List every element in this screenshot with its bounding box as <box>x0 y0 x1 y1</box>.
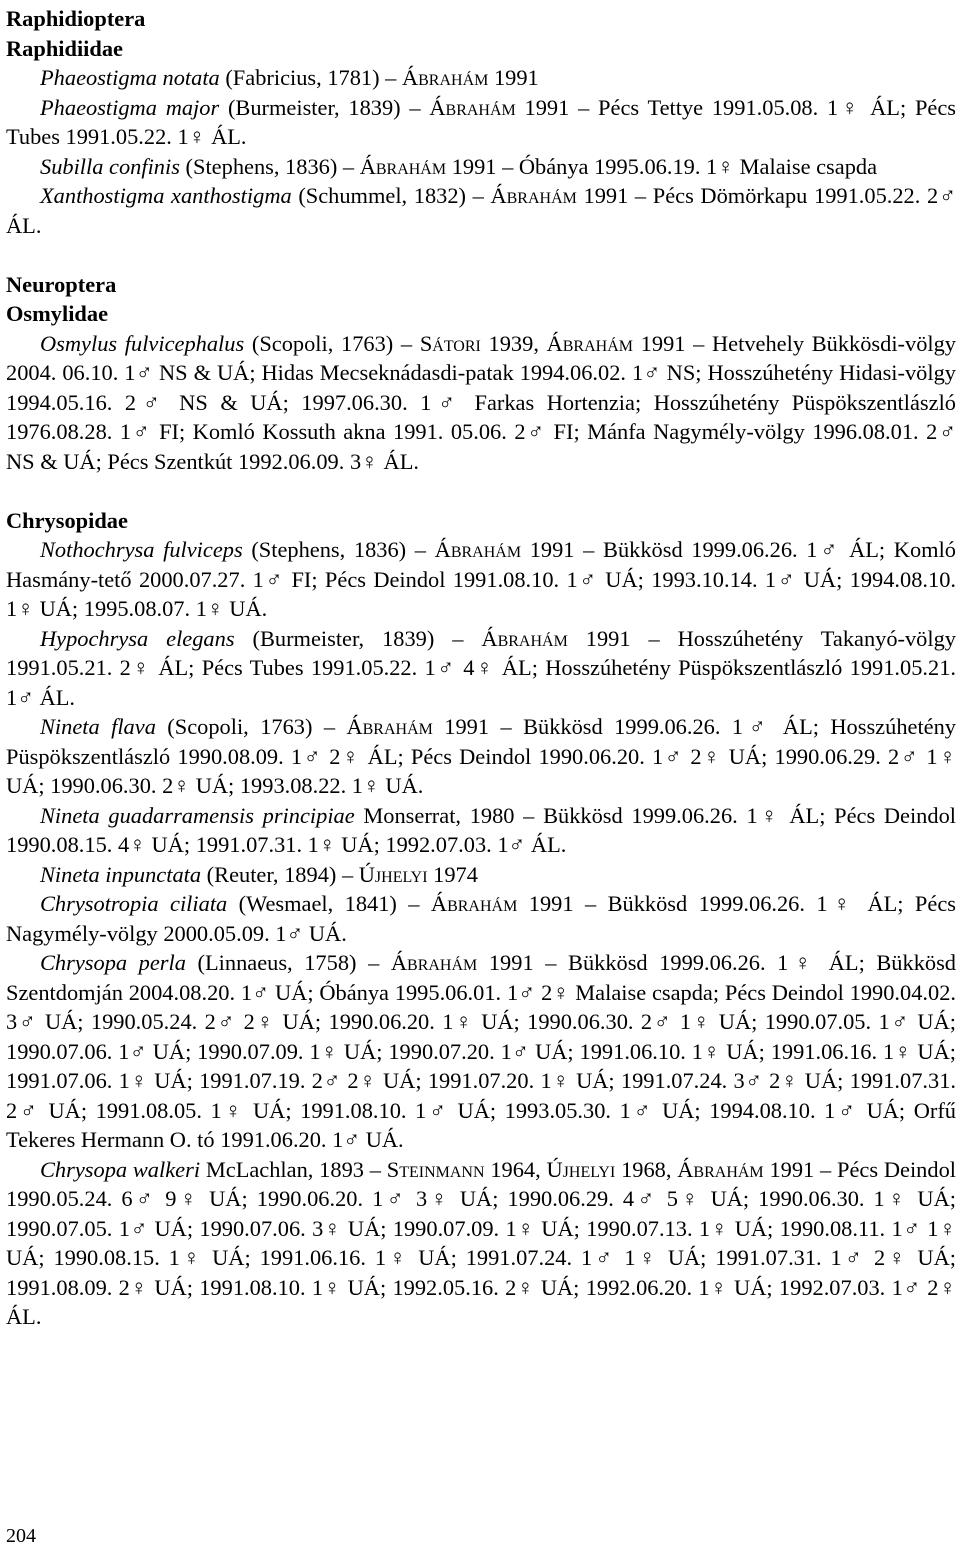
species-entry <box>6 948 956 1155</box>
order-heading: Raphidioptera <box>6 6 146 31</box>
species-entry <box>6 181 956 240</box>
citation-author: Ábrahám <box>490 183 577 208</box>
record-text: 1991 <box>488 65 539 90</box>
species-author: (Reuter, 1894) – <box>201 861 359 887</box>
species-entry <box>6 93 956 152</box>
species-name: Nineta flava <box>40 714 156 739</box>
section-spacer <box>6 476 956 506</box>
family-heading: Osmylidae <box>6 301 109 326</box>
record-text: 1991 – Bükkösd 1999.06.26. 1♀ ÁL; Bükkösd Szentdomján 2004.08.20. 1♂ UÁ; Óbánya 1995.06.01. 1♂ 2♀ Malaise csapda; Pécs Deindol 1990.04.02. 3♂ UÁ; 1990.05.24. 2♂ 2♀ UÁ; 1990.06.20. 1♀ UÁ; 1990.06.30. 2♂ 1♀ UÁ; 1990.07.05. 1♂ UÁ; 1990.07.06. 1♂ UÁ; 1990.07.09. 1♀ UÁ; 1990.07.20. 1♂ UÁ; 1991.06.10. 1♀ UÁ; 1991.06.16. 1♀ UÁ; 1991.07.06. 1♀ UÁ; 1991.07.19. 2♂ 2♀ UÁ; 1991.07.20. 1♀ UÁ; 1991.07.24. 3♂ 2♀ UÁ; 1991.07.31. 2♂ UÁ; 1991.08.05. 1♀ UÁ; 1991.08.10. 1♂ UÁ; 1993.05.30. 1♂ UÁ; 1994.08.10. 1♂ UÁ; Orfű Tekeres Hermann O. tó 1991.06.20. 1♂ UÁ. <box>6 950 956 1152</box>
species-author: Monserrat, 1980 – Bükkösd 1999.06.26. 1♀ ÁL; Pécs Deindol 1990.08.15. 4♀ UÁ; 1991.07.31. 1♀ UÁ; 1992.07.03. 1♂ ÁL. <box>6 802 956 857</box>
record-text: 1974 <box>427 861 478 887</box>
species-entry <box>6 535 956 624</box>
citation-author: Újhelyi <box>358 861 428 887</box>
citation-year: 1939, <box>480 330 547 356</box>
species-author: (Schummel, 1832) – <box>291 183 491 208</box>
citation-year: 1964, <box>484 1156 547 1182</box>
species-entry <box>6 1155 956 1332</box>
order-heading: Neuroptera <box>6 271 117 297</box>
species-name: Phaeostigma notata <box>40 65 220 90</box>
species-name: Xanthostigma xanthostigma <box>40 183 292 208</box>
species-entry <box>6 63 956 93</box>
record-text: 1991 – Bükkösd 1999.06.26. 1♂ ÁL; Hosszúhetény Püspökszentlászló 1990.08.09. 1♂ 2♀ ÁL; Pécs Deindol 1990.06.20. 1♂ 2♀ UÁ; 1990.06.29. 2♂ 1♀ UÁ; 1990.06.30. 2♀ UÁ; 1993.08.22. 1♀ UÁ. <box>6 714 956 798</box>
record-text: 1991 – Óbánya 1995.06.19. 1♀ Malaise csapda <box>446 153 878 179</box>
species-entry <box>6 329 956 477</box>
species-entry <box>6 860 956 890</box>
species-author: (Scopoli, 1763) – <box>244 330 420 356</box>
citation-author: Ábrahám <box>481 625 568 651</box>
species-name: Chrysopa perla <box>40 950 186 975</box>
record-text: 1991 – Pécs Dömörkapu 1991.05.22. 2♂ ÁL. <box>6 183 956 238</box>
document-body <box>6 4 956 1332</box>
species-name: Phaeostigma major <box>40 94 220 120</box>
species-author: McLachlan, 1893 – <box>200 1156 387 1182</box>
species-entry <box>6 624 956 713</box>
species-name: Nothochrysa fulviceps <box>40 537 243 562</box>
page-number: 204 <box>6 1525 36 1547</box>
citation-author: Ábrahám <box>546 330 633 356</box>
record-text: 1991 – Hetvehely Bükkösdi-völgy 2004. 06.10. 1♂ NS & UÁ; Hidas Mecseknádasdi-patak 1994.06.02. 1♂ NS; Hosszúhetény Hidasi-völgy 1994.05.16. 2♂ NS & UÁ; 1997.06.30. 1♂ Farkas Hortenzia; Hosszúhetény Püspökszentlászló 1976.08.28. 1♂ FI; Komló Kossuth akna 1991. 05.06. 2♂ FI; Mánfa Nagymély-völgy 1996.08.01. 2♂ NS & UÁ; Pécs Szentkút 1992.06.09. 3♀ ÁL. <box>6 330 957 474</box>
record-text: 1991 – Bükkösd 1999.06.26. 1♀ ÁL; Pécs Nagymély-völgy 2000.05.09. 1♂ UÁ. <box>6 891 956 946</box>
species-entry <box>6 712 956 801</box>
citation-author: Ábrahám <box>677 1156 764 1182</box>
species-author: (Burmeister, 1839) – <box>219 94 430 120</box>
citation-author: Ábrahám <box>429 94 516 120</box>
species-author: (Linnaeus, 1758) – <box>185 950 391 975</box>
species-name: Chrysotropia ciliata <box>40 891 228 916</box>
citation-author: Sátori <box>419 330 481 356</box>
record-text: 1991 – Bükkösd 1999.06.26. 1♂ ÁL; Komló Hasmány-tető 2000.07.27. 1♂ FI; Pécs Deindol 1991.08.10. 1♂ UÁ; 1993.10.14. 1♂ UÁ; 1994.08.10. 1♀ UÁ; 1995.08.07. 1♀ UÁ. <box>6 537 956 621</box>
species-name: Nineta guadarramensis principiae <box>40 802 355 828</box>
citation-author: Ábrahám <box>430 891 518 916</box>
citation-author: Ábrahám <box>390 950 478 975</box>
species-author: (Stephens, 1836) – <box>179 153 360 179</box>
species-author: (Wesmael, 1841) – <box>227 891 431 916</box>
family-heading: Raphidiidae <box>6 35 123 61</box>
citation-author: Steinmann <box>386 1156 485 1182</box>
citation-year: 1968, <box>615 1156 678 1182</box>
species-name: Hypochrysa elegans <box>40 625 235 651</box>
family-heading: Chrysopidae <box>6 507 128 533</box>
species-author: (Fabricius, 1781) – <box>219 65 402 90</box>
citation-author: Ábrahám <box>359 153 447 179</box>
species-name: Nineta inpunctata <box>40 861 202 887</box>
species-author: (Scopoli, 1763) – <box>155 714 347 739</box>
citation-author: Újhelyi <box>546 1156 616 1182</box>
species-author: (Burmeister, 1839) – <box>234 625 482 651</box>
record-text: 1991 – Pécs Tettye 1991.05.08. 1♀ ÁL; Pécs Tubes 1991.05.22. 1♀ ÁL. <box>6 94 956 149</box>
record-text: 1991 – Hosszúhetény Takanyó-völgy 1991.05.21. 2♀ ÁL; Pécs Tubes 1991.05.22. 1♂ 4♀ ÁL; Hosszúhetény Püspökszentlászló 1991.05.21. 1♂ ÁL. <box>6 625 956 710</box>
species-entry <box>6 152 956 182</box>
species-name: Chrysopa walkeri <box>40 1156 201 1182</box>
citation-author: Ábrahám <box>434 537 522 562</box>
species-entry <box>6 889 956 948</box>
section-spacer <box>6 240 956 270</box>
citation-author: Ábrahám <box>401 65 489 90</box>
citation-author: Ábrahám <box>346 714 433 739</box>
record-text: 1991 – Pécs Deindol 1990.05.24. 6♂ 9♀ UÁ; 1990.06.20. 1♂ 3♀ UÁ; 1990.06.29. 4♂ 5♀ UÁ; 1990.06.30. 1♀ UÁ; 1990.07.05. 1♂ UÁ; 1990.07.06. 3♀ UÁ; 1990.07.09. 1♀ UÁ; 1990.07.13. 1♀ UÁ; 1990.08.11. 1♂ 1♀ UÁ; 1990.08.15. 1♀ UÁ; 1991.06.16. 1♀ UÁ; 1991.07.24. 1♂ 1♀ UÁ; 1991.07.31. 1♂ 2♀ UÁ; 1991.08.09. 2♀ UÁ; 1991.08.10. 1♀ UÁ; 1992.05.16. 2♀ UÁ; 1992.06.20. 1♀ UÁ; 1992.07.03. 1♂ 2♀ ÁL. <box>6 1156 956 1329</box>
species-name: Osmylus fulvicephalus <box>40 330 245 356</box>
species-author: (Stephens, 1836) – <box>242 537 435 562</box>
species-entry <box>6 801 956 860</box>
species-name: Subilla confinis <box>40 153 180 179</box>
